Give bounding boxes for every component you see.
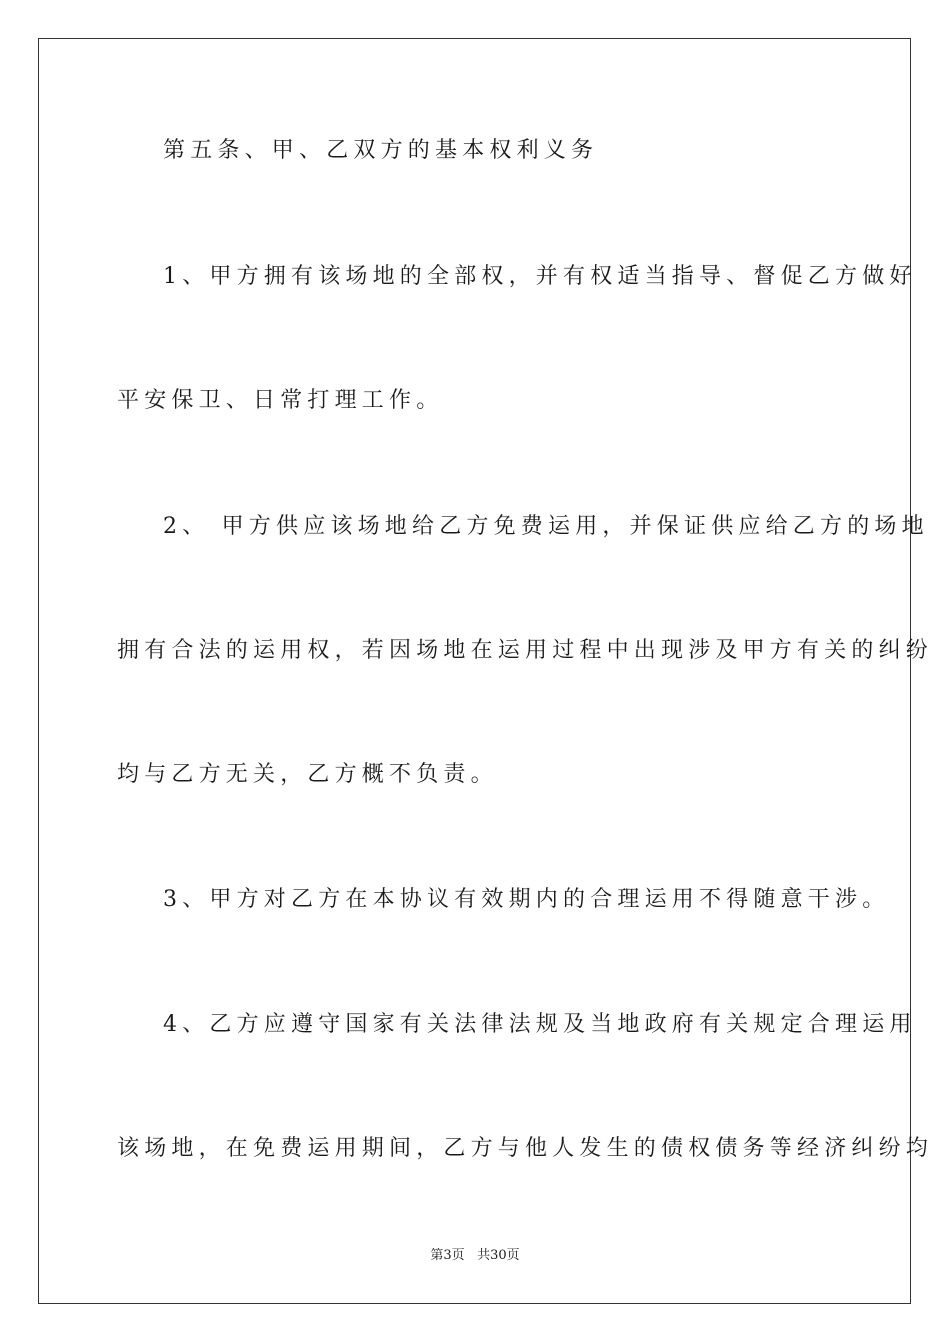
paragraph-line: 3、甲方对乙方在本协议有效期内的合理运用不得随意干涉。 (163, 887, 890, 912)
page-total: 共30页 (477, 1248, 520, 1263)
paragraph-line: 2、 甲方供应该场地给乙方免费运用，并保证供应给乙方的场地 (163, 514, 929, 539)
paragraph-line: 拥有合法的运用权，若因场地在运用过程中出现涉及甲方有关的纠纷 (117, 638, 934, 663)
page-number: 第3页 (430, 1248, 465, 1263)
page-footer (0, 1246, 950, 1266)
paragraph-line: 均与乙方无关，乙方概不负责。 (117, 762, 498, 787)
paragraph-line: 4、乙方应遵守国家有关法律法规及当地政府有关规定合理运用 (163, 1012, 917, 1037)
section-heading: 第五条、甲、乙双方的基本权利义务 (163, 138, 599, 163)
paragraph-line: 该场地，在免费运用期间，乙方与他人发生的债权债务等经济纠纷均 (117, 1136, 934, 1161)
page-border (38, 38, 911, 1304)
paragraph-line: 平安保卫、日常打理工作。 (117, 388, 444, 413)
paragraph-line: 1、甲方拥有该场地的全部权，并有权适当指导、督促乙方做好 (163, 264, 917, 289)
